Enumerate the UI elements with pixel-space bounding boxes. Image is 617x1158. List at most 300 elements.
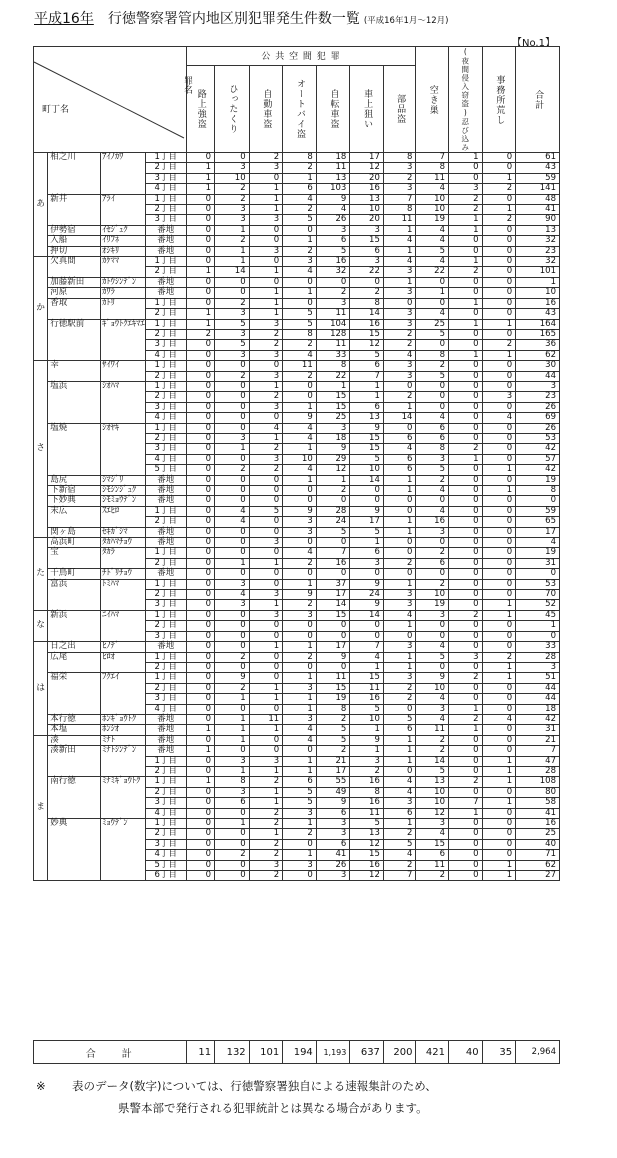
town-reading: ｶﾄﾘ — [101, 298, 146, 319]
cell-value: 0 — [186, 839, 214, 849]
table-row — [34, 423, 560, 433]
chome-label: 4丁目 — [145, 850, 186, 860]
cell-value: 0 — [482, 746, 516, 756]
cell-value: 0 — [283, 225, 317, 235]
cell-value: 14 — [316, 600, 350, 610]
cell-value: 1 — [482, 798, 516, 808]
cell-value: 4 — [416, 642, 449, 652]
cell-value: 5 — [416, 329, 449, 339]
cell-value: 2 — [383, 694, 416, 704]
cell-value: 3 — [316, 829, 350, 839]
cell-value: 0 — [186, 475, 214, 485]
table-row — [34, 725, 560, 735]
cell-value: 4 — [283, 735, 317, 745]
title-range: (平成16年1月～12月) — [363, 16, 449, 26]
cell-value: 1 — [350, 662, 384, 672]
cell-value: 1 — [383, 746, 416, 756]
cell-value: 1 — [383, 246, 416, 256]
cell-value: 0 — [283, 392, 317, 402]
cell-value: 5 — [283, 215, 317, 225]
chome-label: 4丁目 — [145, 184, 186, 194]
town-reading: ﾄﾐﾊﾏ — [101, 579, 146, 610]
cell-value: 2 — [383, 392, 416, 402]
cell-value: 0 — [186, 756, 214, 766]
total-value: 101 — [249, 1041, 283, 1064]
cell-value: 2 — [283, 829, 317, 839]
cell-value: 2 — [215, 465, 250, 475]
cell-value: 0 — [215, 548, 250, 558]
cell-value: 1 — [215, 735, 250, 745]
cell-value: 32 — [516, 257, 560, 267]
cell-value: 8 — [350, 787, 384, 797]
cell-value: 6 — [316, 236, 350, 246]
cell-value: 0 — [249, 475, 283, 485]
cell-value: 2 — [215, 652, 250, 662]
cell-value: 0 — [186, 465, 214, 475]
cell-value: 3 — [283, 527, 317, 537]
cell-value: 0 — [186, 257, 214, 267]
cell-value: 2 — [316, 714, 350, 724]
town-name: 妙典 — [48, 819, 101, 881]
cell-value: 0 — [482, 433, 516, 443]
town-name: 福栄 — [48, 673, 101, 715]
cell-value: 0 — [215, 413, 250, 423]
cell-value: 1 — [283, 236, 317, 246]
cell-value: 26 — [316, 860, 350, 870]
cell-value: 0 — [449, 402, 483, 412]
cell-value: 0 — [186, 392, 214, 402]
chome-label: 6丁目 — [145, 871, 186, 881]
cell-value: 14 — [350, 475, 384, 485]
cell-value: 0 — [482, 288, 516, 298]
cell-value: 3 — [316, 423, 350, 433]
cell-value: 0 — [383, 538, 416, 548]
cell-value: 0 — [383, 423, 416, 433]
cell-value: 2 — [482, 184, 516, 194]
cell-value: 3 — [283, 808, 317, 818]
cell-value: 18 — [316, 153, 350, 163]
cell-value: 4 — [383, 610, 416, 620]
cell-value: 11 — [416, 173, 449, 183]
total-value: 194 — [283, 1041, 317, 1064]
cell-value: 1 — [186, 309, 214, 319]
cell-value: 2 — [449, 714, 483, 724]
cell-value: 9 — [283, 413, 317, 423]
cell-value: 43 — [516, 309, 560, 319]
cell-value: 0 — [249, 173, 283, 183]
town-reading: ｲｾｼﾞｭｸ — [101, 225, 146, 235]
chome-label: 1丁目 — [145, 298, 186, 308]
cell-value: 2 — [383, 340, 416, 350]
town-reading: ｷﾞｮｳﾄｸｴｷﾏｴ — [101, 319, 146, 361]
cell-value: 0 — [186, 621, 214, 631]
cell-value: 80 — [516, 787, 560, 797]
chome-label: 3丁目 — [145, 215, 186, 225]
cell-value: 0 — [482, 475, 516, 485]
cell-value: 0 — [249, 746, 283, 756]
total-value: 637 — [350, 1041, 384, 1064]
town-reading: ﾀｶﾊﾏﾁｮｳ — [101, 538, 146, 548]
cell-value: 0 — [383, 506, 416, 516]
cell-value: 1 — [383, 652, 416, 662]
page-title — [34, 8, 449, 28]
cell-value: 51 — [516, 673, 560, 683]
cell-value: 19 — [516, 475, 560, 485]
table-row — [34, 246, 560, 256]
cell-value: 7 — [383, 194, 416, 204]
cell-value: 3 — [215, 787, 250, 797]
chome-label: 2丁目 — [145, 163, 186, 173]
cell-value: 0 — [383, 569, 416, 579]
cell-value: 12 — [316, 465, 350, 475]
cell-value: 1 — [482, 350, 516, 360]
cell-value: 3 — [383, 590, 416, 600]
cell-value: 2 — [316, 288, 350, 298]
cell-value: 164 — [516, 319, 560, 329]
cell-value: 3 — [383, 319, 416, 329]
cell-value: 1 — [449, 257, 483, 267]
cell-value: 3 — [350, 225, 384, 235]
cell-value: 1 — [283, 819, 317, 829]
group-kana: さ — [34, 361, 48, 538]
table-row — [34, 579, 560, 589]
chome-label: 2丁目 — [145, 683, 186, 693]
cell-value: 3 — [383, 184, 416, 194]
cell-value: 3 — [249, 246, 283, 256]
cell-value: 40 — [516, 839, 560, 849]
cell-value: 0 — [249, 704, 283, 714]
cell-value: 2 — [249, 153, 283, 163]
cell-value: 19 — [416, 600, 449, 610]
cell-value: 6 — [383, 465, 416, 475]
cell-value: 1 — [482, 766, 516, 776]
total-value: 132 — [215, 1041, 250, 1064]
cell-value: 2 — [283, 371, 317, 381]
total-value: 11 — [186, 1041, 214, 1064]
cell-value: 41 — [516, 808, 560, 818]
cell-value: 2 — [416, 475, 449, 485]
cell-value: 4 — [383, 257, 416, 267]
cell-value: 0 — [449, 590, 483, 600]
cell-value: 0 — [482, 381, 516, 391]
cell-value: 0 — [516, 631, 560, 641]
cell-value: 3 — [383, 798, 416, 808]
town-reading: ｾｷｶﾞｼﾏ — [101, 527, 146, 537]
chome-label: 番地 — [145, 475, 186, 485]
cell-value: 2 — [383, 558, 416, 568]
cell-value: 1 — [316, 381, 350, 391]
chome-label: 番地 — [145, 246, 186, 256]
cell-value: 1 — [283, 288, 317, 298]
cell-value: 2 — [416, 361, 449, 371]
cell-value: 0 — [449, 486, 483, 496]
cell-value: 0 — [482, 277, 516, 287]
cell-value: 14 — [350, 610, 384, 620]
cell-value: 0 — [249, 662, 283, 672]
town-reading: ｲﾘﾌﾈ — [101, 236, 146, 246]
cell-value: 3 — [383, 309, 416, 319]
cell-value: 49 — [316, 787, 350, 797]
total-value: 200 — [383, 1041, 416, 1064]
cell-value: 53 — [516, 433, 560, 443]
cell-value: 1 — [449, 454, 483, 464]
chome-label: 4丁目 — [145, 454, 186, 464]
cell-value: 0 — [215, 288, 250, 298]
cell-value: 9 — [283, 506, 317, 516]
chome-label: 1丁目 — [145, 194, 186, 204]
cell-value: 0 — [186, 610, 214, 620]
cell-value: 3 — [316, 298, 350, 308]
chome-label: 2丁目 — [145, 433, 186, 443]
cell-value: 1 — [482, 610, 516, 620]
chome-label: 2丁目 — [145, 766, 186, 776]
chome-label: 2丁目 — [145, 517, 186, 527]
cell-value: 2 — [283, 600, 317, 610]
cell-value: 13 — [416, 777, 449, 787]
table-row — [34, 735, 560, 745]
cell-value: 4 — [482, 714, 516, 724]
cell-value: 7 — [516, 746, 560, 756]
cell-value: 10 — [516, 288, 560, 298]
chome-label: 1丁目 — [145, 579, 186, 589]
cell-value: 8 — [383, 205, 416, 215]
cell-value: 15 — [350, 236, 384, 246]
cell-value: 103 — [316, 184, 350, 194]
cell-value: 1 — [215, 819, 250, 829]
cell-value: 2 — [249, 392, 283, 402]
cell-value: 1 — [316, 475, 350, 485]
cell-value: 0 — [249, 496, 283, 506]
chome-label: 2丁目 — [145, 662, 186, 672]
cell-value: 1 — [283, 579, 317, 589]
cell-value: 0 — [215, 704, 250, 714]
cell-value: 0 — [350, 569, 384, 579]
group-kana: ま — [34, 735, 48, 881]
cell-value: 0 — [482, 517, 516, 527]
cell-value: 0 — [316, 662, 350, 672]
cell-value: 0 — [482, 361, 516, 371]
cell-value: 17 — [316, 642, 350, 652]
cell-value: 0 — [449, 361, 483, 371]
cell-value: 165 — [516, 329, 560, 339]
cell-value: 2 — [383, 683, 416, 693]
chome-label: 3丁目 — [145, 402, 186, 412]
cell-value: 0 — [482, 621, 516, 631]
cell-value: 0 — [482, 257, 516, 267]
cell-value: 28 — [516, 766, 560, 776]
cell-value: 0 — [215, 361, 250, 371]
cell-value: 1 — [215, 725, 250, 735]
cell-value: 1 — [186, 267, 214, 277]
cell-value: 3 — [249, 215, 283, 225]
cell-value: 0 — [215, 496, 250, 506]
cell-value: 23 — [516, 246, 560, 256]
cell-value: 22 — [416, 267, 449, 277]
cell-value: 1 — [249, 798, 283, 808]
cell-value: 2 — [383, 329, 416, 339]
table-row — [34, 538, 560, 548]
cell-value: 0 — [249, 225, 283, 235]
header-col-9: 事務所荒し — [482, 47, 516, 153]
cell-value: 5 — [215, 340, 250, 350]
cell-value: 45 — [516, 610, 560, 620]
cell-value: 0 — [482, 548, 516, 558]
cell-value: 2 — [249, 871, 283, 881]
header-col-4: 自転車盗 — [316, 65, 350, 152]
cell-value: 43 — [516, 163, 560, 173]
cell-value: 0 — [449, 756, 483, 766]
cell-value: 0 — [283, 746, 317, 756]
cell-value: 8 — [283, 153, 317, 163]
town-name: 島尻 — [48, 475, 101, 485]
cell-value: 0 — [482, 309, 516, 319]
cell-value: 1 — [449, 215, 483, 225]
total-value: 2,964 — [516, 1041, 560, 1064]
cell-value: 0 — [215, 454, 250, 464]
cell-value: 10 — [416, 590, 449, 600]
cell-value: 1 — [215, 694, 250, 704]
cell-value: 19 — [416, 215, 449, 225]
cell-value: 9 — [350, 423, 384, 433]
cell-value: 1 — [449, 153, 483, 163]
cell-value: 1 — [482, 465, 516, 475]
town-name: 末広 — [48, 506, 101, 527]
cell-value: 0 — [416, 402, 449, 412]
cell-value: 0 — [186, 860, 214, 870]
town-reading: ｵｼｷﾘ — [101, 246, 146, 256]
chome-label: 4丁目 — [145, 808, 186, 818]
town-reading: ｶﾄｳｼﾝﾃﾞﾝ — [101, 277, 146, 287]
cell-value: 5 — [283, 798, 317, 808]
cell-value: 2 — [249, 839, 283, 849]
cell-value: 0 — [482, 423, 516, 433]
cell-value: 0 — [249, 277, 283, 287]
cell-value: 17 — [350, 153, 384, 163]
cell-value: 0 — [449, 277, 483, 287]
cell-value: 4 — [416, 413, 449, 423]
cell-value: 9 — [283, 590, 317, 600]
cell-value: 2 — [416, 579, 449, 589]
cell-value: 0 — [482, 839, 516, 849]
group-kana: た — [34, 538, 48, 611]
cell-value: 0 — [186, 246, 214, 256]
cell-value: 2 — [283, 558, 317, 568]
header-col-1: ひったくり — [215, 65, 250, 152]
cell-value: 0 — [516, 496, 560, 506]
cell-value: 0 — [186, 766, 214, 776]
cell-value: 4 — [383, 850, 416, 860]
cell-value: 0 — [416, 340, 449, 350]
header-col-5: 車上狙い — [350, 65, 384, 152]
cell-value: 18 — [516, 704, 560, 714]
cell-value: 14 — [350, 309, 384, 319]
cell-value: 2 — [482, 215, 516, 225]
table-row — [34, 496, 560, 506]
cell-value: 0 — [186, 361, 214, 371]
cell-value: 0 — [482, 590, 516, 600]
town-reading: ｻｲﾜｲ — [101, 361, 146, 382]
cell-value: 0 — [215, 569, 250, 579]
table-row — [34, 381, 560, 391]
cell-value: 3 — [249, 402, 283, 412]
header-public-space: 公 共 空 間 犯 罪 — [186, 47, 416, 66]
cell-value: 3 — [383, 361, 416, 371]
cell-value: 6 — [350, 548, 384, 558]
cell-value: 1 — [283, 642, 317, 652]
cell-value: 4 — [416, 257, 449, 267]
table-row — [34, 746, 560, 756]
town-reading: ﾐﾅﾄｼﾝﾃﾞﾝ — [101, 746, 146, 777]
cell-value: 0 — [283, 569, 317, 579]
cell-value: 8 — [383, 153, 416, 163]
cell-value: 9 — [350, 600, 384, 610]
cell-value: 26 — [516, 402, 560, 412]
table-row — [34, 819, 560, 829]
cell-value: 0 — [449, 631, 483, 641]
cell-value: 0 — [186, 694, 214, 704]
cell-value: 0 — [186, 402, 214, 412]
cell-value: 5 — [283, 787, 317, 797]
cell-value: 0 — [482, 850, 516, 860]
note-line-1: 表のデータ(数字)については、行徳警察署独自による速報集計のため、 — [72, 1079, 437, 1093]
cell-value: 0 — [482, 538, 516, 548]
cell-value: 0 — [215, 423, 250, 433]
cell-value: 0 — [186, 652, 214, 662]
cell-value: 14 — [215, 267, 250, 277]
cell-value: 0 — [383, 381, 416, 391]
cell-value: 0 — [186, 236, 214, 246]
header-diagonal-cell — [34, 47, 192, 153]
chome-label: 番地 — [145, 277, 186, 287]
cell-value: 1 — [283, 475, 317, 485]
cell-value: 2 — [249, 340, 283, 350]
cell-value: 8 — [416, 350, 449, 360]
cell-value: 1 — [186, 163, 214, 173]
cell-value: 1 — [482, 860, 516, 870]
table-row — [34, 153, 560, 163]
town-reading: ｶﾜﾗ — [101, 288, 146, 298]
cell-value: 0 — [482, 683, 516, 693]
table-row — [34, 673, 560, 683]
cell-value: 5 — [416, 465, 449, 475]
chome-label: 2丁目 — [145, 558, 186, 568]
cell-value: 29 — [316, 454, 350, 464]
cell-value: 0 — [215, 860, 250, 870]
cell-value: 0 — [215, 871, 250, 881]
cell-value: 1 — [383, 735, 416, 745]
cell-value: 2 — [449, 610, 483, 620]
table-row — [34, 486, 560, 496]
cell-value: 59 — [516, 173, 560, 183]
town-name: 河原 — [48, 288, 101, 298]
cell-value: 0 — [283, 298, 317, 308]
cell-value: 0 — [350, 621, 384, 631]
cell-value: 1 — [482, 319, 516, 329]
table-row — [34, 475, 560, 485]
cell-value: 141 — [516, 184, 560, 194]
cell-value: 32 — [316, 267, 350, 277]
cell-value: 0 — [316, 538, 350, 548]
cell-value: 0 — [449, 621, 483, 631]
cell-value: 1 — [449, 725, 483, 735]
cell-value: 44 — [516, 683, 560, 693]
cell-value: 0 — [482, 694, 516, 704]
cell-value: 0 — [482, 569, 516, 579]
cell-value: 6 — [383, 725, 416, 735]
cell-value: 3 — [283, 257, 317, 267]
cell-value: 1 — [516, 621, 560, 631]
cell-value: 0 — [186, 714, 214, 724]
